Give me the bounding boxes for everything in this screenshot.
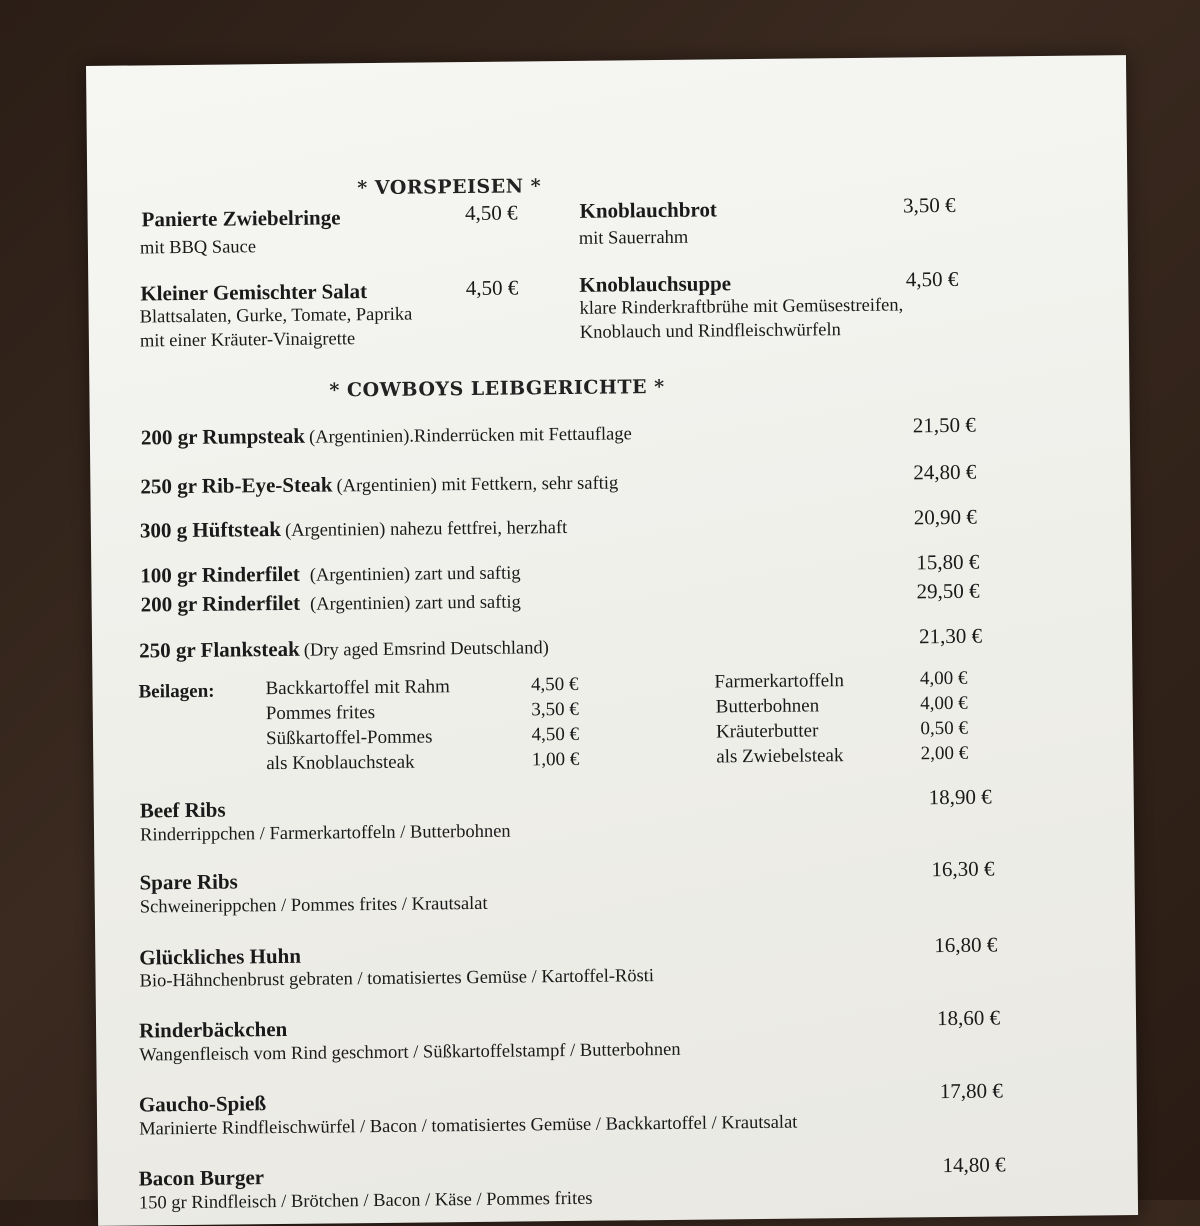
item-price: 21,30 € [918,623,983,649]
star-icon: * [530,175,542,198]
item-price: 18,90 € [928,784,992,810]
steak-item [140,514,568,543]
item-description: Wangenfleisch vom Rind geschmort / Süßkartoffelstampf / Butterbohnen [139,1039,681,1066]
item-name: Knoblauchsuppe [579,271,732,297]
item-price: 3,50 € [902,192,956,218]
item-description: Marinierte Rindfleischwürfel / Bacon / tomatisiertes Gemüse / Backkartoffel / Krautsalat [139,1112,798,1140]
item-price: 16,80 € [934,932,998,958]
side-dish-name: Süßkartoffel-Pommes [265,726,433,750]
side-dish-name: als Knoblauchsteak [266,751,415,775]
item-description: (Argentinien).Rinderrücken mit Fettauflage [308,424,632,448]
item-name: Panierte Zwiebelringe [141,205,341,232]
item-description: mit Sauerrahm [578,227,689,249]
side-dish-name: als Zwiebelsteak [716,745,844,768]
side-dish-name: Backkartoffel mit Rahm [265,676,450,700]
item-name: 100 gr Rinderfilet [140,561,300,588]
side-dish-price: 3,50 € [531,698,579,721]
steak-item [139,634,549,663]
side-dish-name: Pommes frites [265,702,376,725]
steak-item [140,559,520,588]
item-description: (Argentinien) mit Fettkern, sehr saftig [336,473,619,497]
menu-page [86,55,1138,1226]
star-icon: * [654,375,665,399]
item-name: 250 gr Flanksteak [138,636,300,663]
item-name: Spare Ribs [139,869,238,895]
star-icon: * [357,177,368,200]
item-description: Blattsalaten, Gurke, Tomate, Paprika [139,304,413,328]
item-price: 17,80 € [939,1078,1003,1104]
steak-item [141,588,521,617]
steak-item [141,420,632,450]
item-description: (Argentinien) zart und saftig [309,592,521,615]
item-price: 16,30 € [931,856,995,882]
item-price: 15,80 € [916,549,980,575]
star-icon: * [329,379,340,402]
side-dish-price: 0,50 € [920,717,969,740]
item-price: 29,50 € [916,578,980,604]
side-dish-price: 4,00 € [920,692,968,715]
item-price: 21,50 € [912,412,976,438]
item-price: 24,80 € [913,459,977,485]
side-dish-name: Kräuterbutter [715,720,819,743]
item-price: 4,50 € [464,200,518,226]
side-dish-price: 4,00 € [919,667,968,690]
item-name: Kleiner Gemischter Salat [140,279,368,306]
item-name: Beef Ribs [139,797,226,823]
item-price: 18,60 € [936,1005,1001,1031]
item-description: 150 gr Rindfleisch / Brötchen / Bacon / Käse / Pommes frites [138,1188,593,1214]
steak-item [140,469,618,499]
item-price: 20,90 € [913,504,977,530]
item-name: Rinderbäckchen [138,1016,288,1043]
item-description: Knoblauch und Rindfleischwürfeln [579,320,841,343]
item-name: Bacon Burger [138,1165,265,1191]
beilagen-label: Beilagen: [138,680,215,703]
item-name: Knoblauchbrot [579,197,717,223]
item-description: (Argentinien) zart und saftig [309,563,521,586]
item-description: (Dry aged Emsrind Deutschland) [303,638,549,661]
item-name: 300 g Hüftsteak [139,516,282,543]
item-price: 4,50 € [905,266,959,292]
side-dish-name: Farmerkartoffeln [714,670,845,693]
side-dish-price: 4,50 € [531,723,580,746]
item-price: 14,80 € [942,1152,1006,1178]
item-description: Bio-Hähnchenbrust gebraten / tomatisiertes Gemüse / Kartoffel-Rösti [139,966,655,992]
section-heading-leibgerichte: * COWBOYS LEIBGERICHTE * [329,375,665,402]
side-dish-name: Butterbohnen [715,695,820,718]
item-description: (Argentinien) nahezu fettfrei, herzhaft [284,517,568,541]
item-price: 4,50 € [465,275,519,301]
side-dish-price: 2,00 € [920,742,969,765]
side-dish-price: 1,00 € [531,748,580,771]
item-description: mit einer Kräuter-Vinaigrette [139,329,356,352]
section-heading-vorspeisen: * VORSPEISEN * [357,175,542,200]
item-description: Rinderrippchen / Farmerkartoffeln / Butterbohnen [139,821,511,846]
item-name: Gaucho-Spieß [138,1091,267,1117]
item-description: mit BBQ Sauce [139,237,257,259]
item-description: klare Rinderkraftbrühe mit Gemüsestreifen, [579,295,904,319]
item-name: Glückliches Huhn [139,943,302,970]
item-name: 200 gr Rumpsteak [140,423,306,450]
item-name: 250 gr Rib-Eye-Steak [140,472,333,499]
item-name: 200 gr Rinderfilet [140,590,301,617]
side-dish-price: 4,50 € [530,673,579,696]
item-description: Schweinerippchen / Pommes frites / Krautsalat [139,893,488,918]
